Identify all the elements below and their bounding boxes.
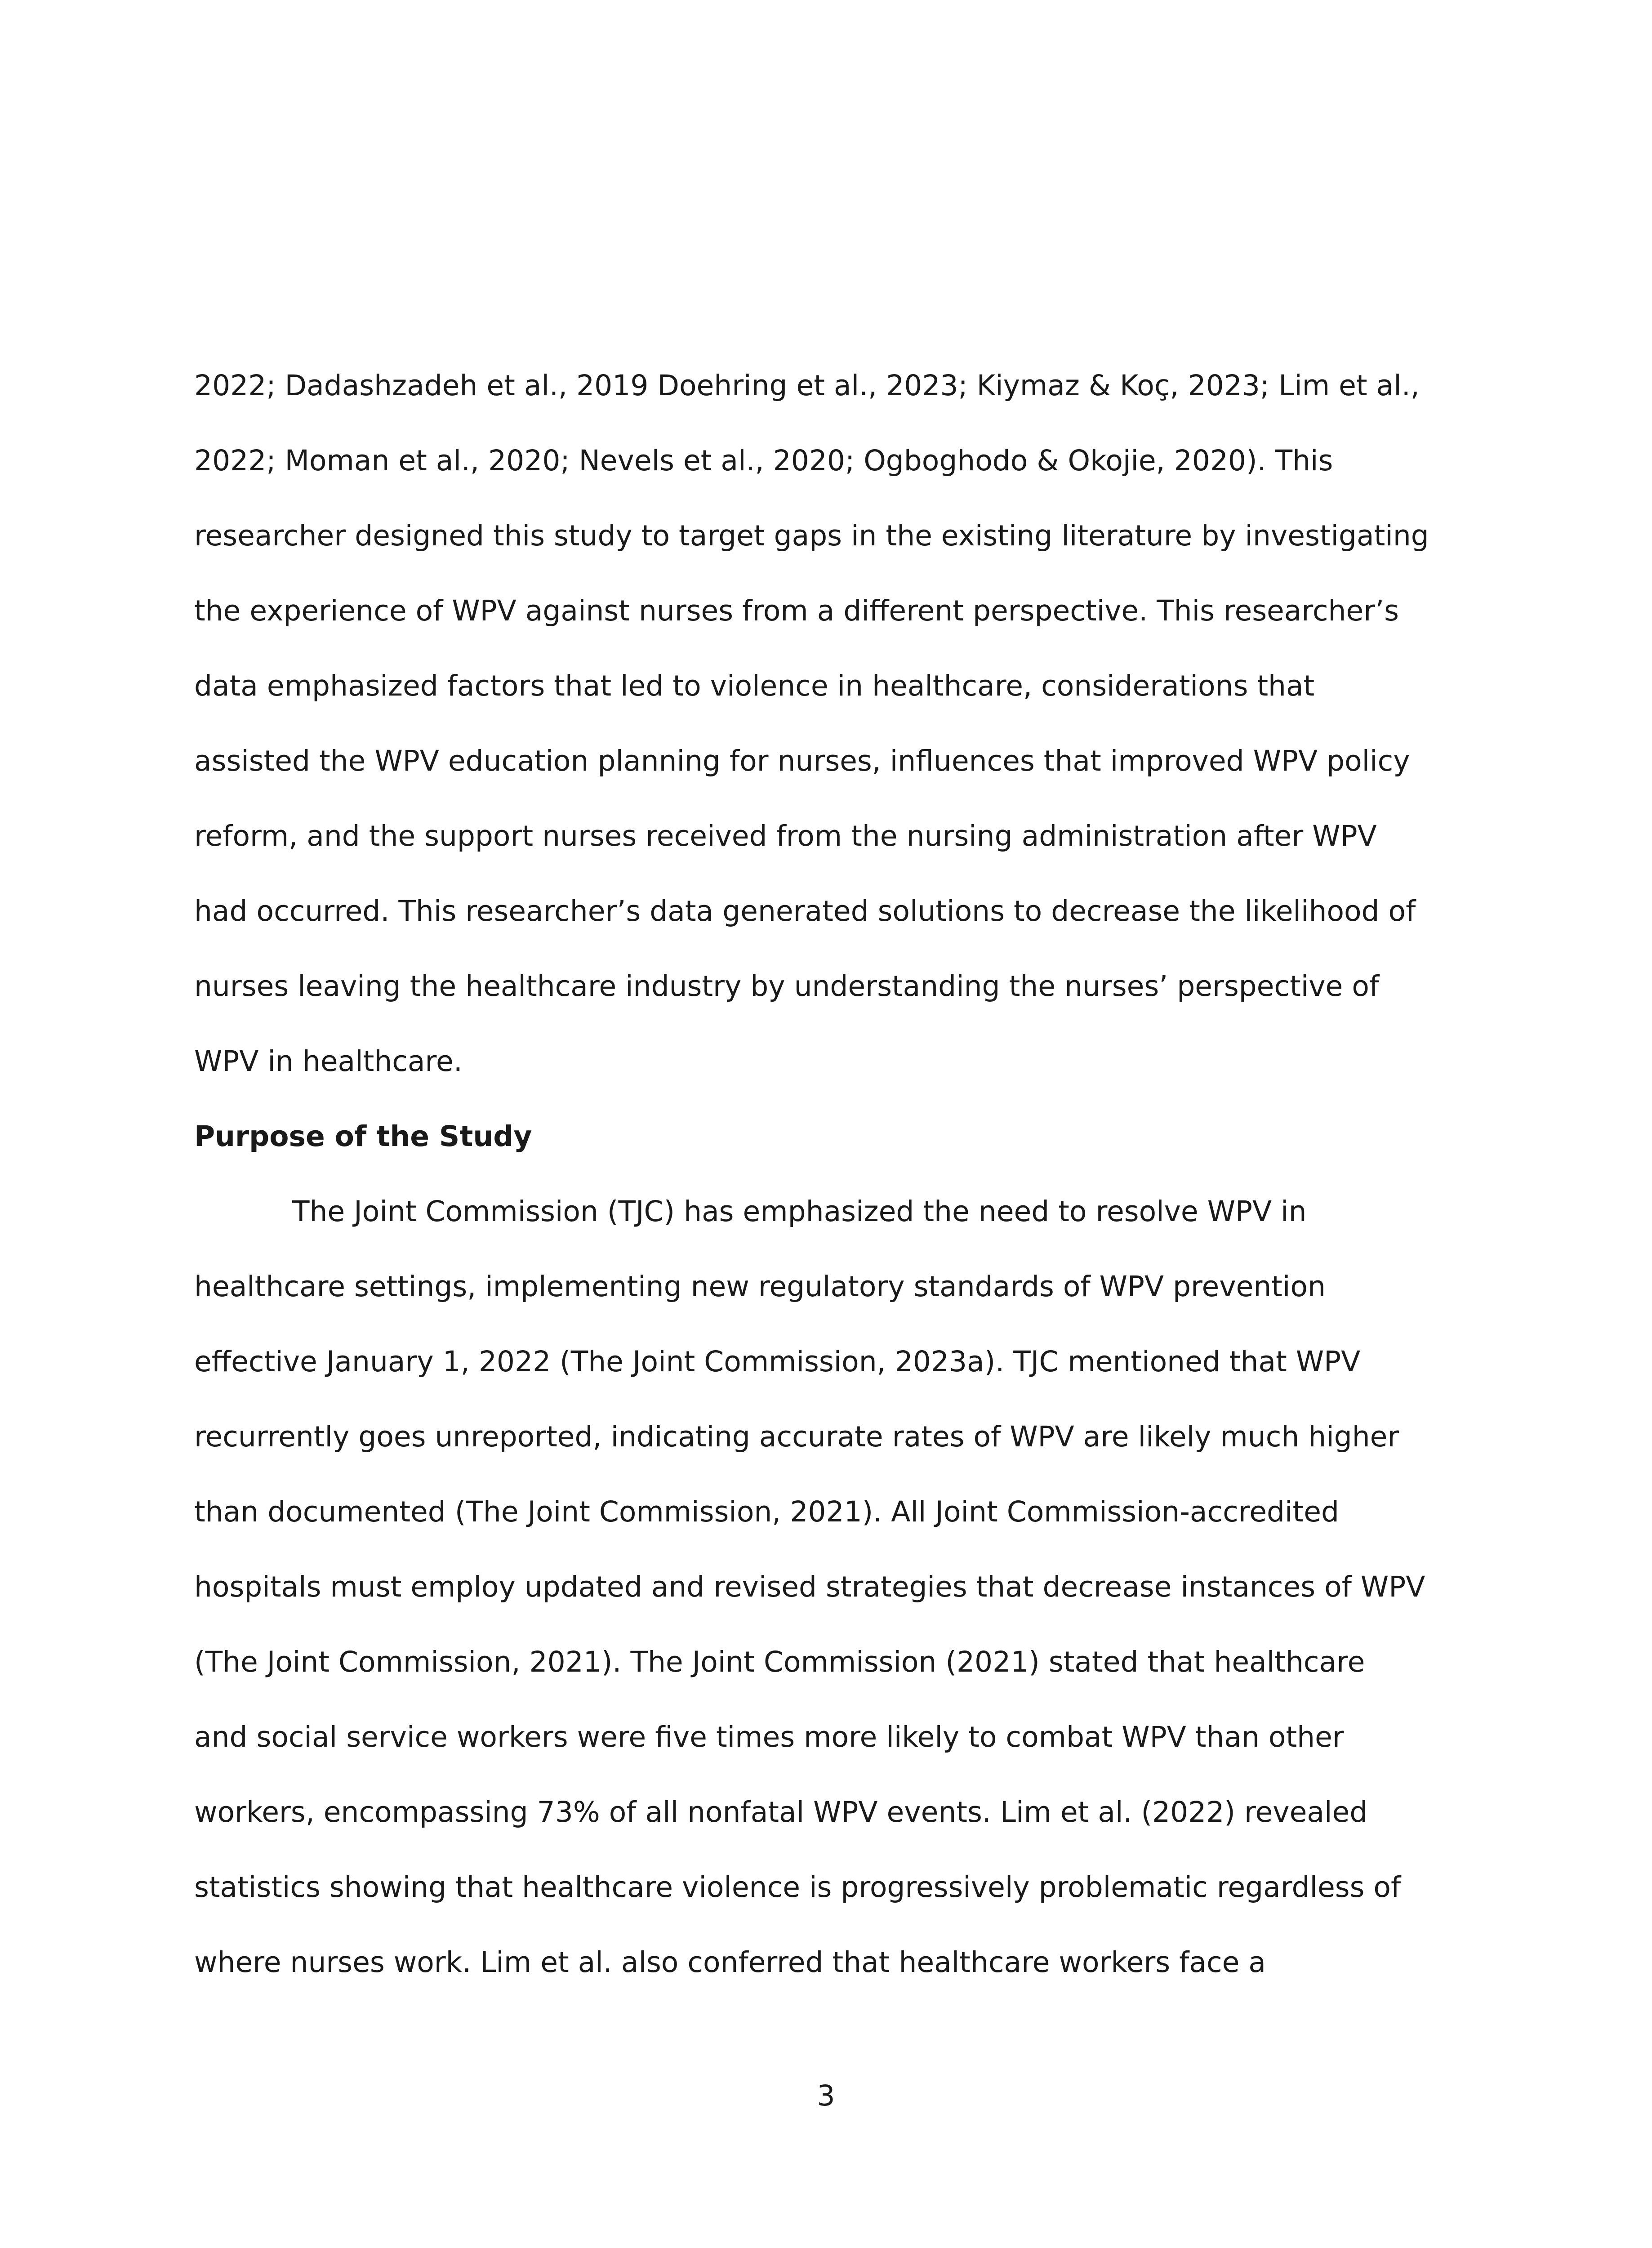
paragraph-line: the experience of WPV against nurses from a different perspective. This researcher’s xyxy=(194,594,1399,627)
paragraph-line: assisted the WPV education planning for nurses, influences that improved WPV policy xyxy=(194,745,1410,777)
paragraph-line: workers, encompassing 73% of all nonfatal WPV events. Lim et al. (2022) revealed xyxy=(194,1796,1368,1829)
paragraph-line: hospitals must employ updated and revised strategies that decrease instances of WPV xyxy=(194,1570,1425,1603)
paragraph-line: had occurred. This researcher’s data generated solutions to decrease the likelihood of xyxy=(194,895,1416,928)
paragraph-line: than documented (The Joint Commission, 2021). All Joint Commission-accredited xyxy=(194,1495,1339,1528)
paragraph-line: statistics showing that healthcare violence is progressively problematic regardless of xyxy=(194,1871,1401,1904)
paragraph-line: researcher designed this study to target gaps in the existing literature by investigating xyxy=(194,519,1429,552)
paragraph-line: WPV in healthcare. xyxy=(194,1045,463,1078)
paragraph-line: effective January 1, 2022 (The Joint Commission, 2023a). TJC mentioned that WPV xyxy=(194,1345,1361,1378)
paragraph-line: nurses leaving the healthcare industry by understanding the nurses’ perspective of xyxy=(194,970,1380,1003)
paragraph-line: recurrently goes unreported, indicating accurate rates of WPV are likely much higher xyxy=(194,1420,1399,1453)
page-number: 3 xyxy=(817,2079,835,2112)
paragraph-line: reform, and the support nurses received from the nursing administration after WPV xyxy=(194,820,1377,852)
paragraph-line: The Joint Commission (TJC) has emphasized the need to resolve WPV in xyxy=(292,1195,1307,1228)
paragraph-line: 2022; Moman et al., 2020; Nevels et al., 2020; Ogboghodo & Okojie, 2020). This xyxy=(194,444,1333,477)
paragraph-line: where nurses work. Lim et al. also conferred that healthcare workers face a xyxy=(194,1946,1266,1979)
paragraph-line: and social service workers were five times more likely to combat WPV than other xyxy=(194,1721,1344,1753)
paragraph-line: data emphasized factors that led to violence in healthcare, considerations that xyxy=(194,669,1315,702)
paragraph-line: healthcare settings, implementing new regulatory standards of WPV prevention xyxy=(194,1270,1326,1303)
section-heading: Purpose of the Study xyxy=(194,1120,532,1153)
paragraph-line: (The Joint Commission, 2021). The Joint Commission (2021) stated that healthcare xyxy=(194,1646,1365,1678)
paragraph-line: 2022; Dadashzadeh et al., 2019 Doehring et al., 2023; Kiymaz & Koç, 2023; Lim et al., xyxy=(194,369,1420,402)
